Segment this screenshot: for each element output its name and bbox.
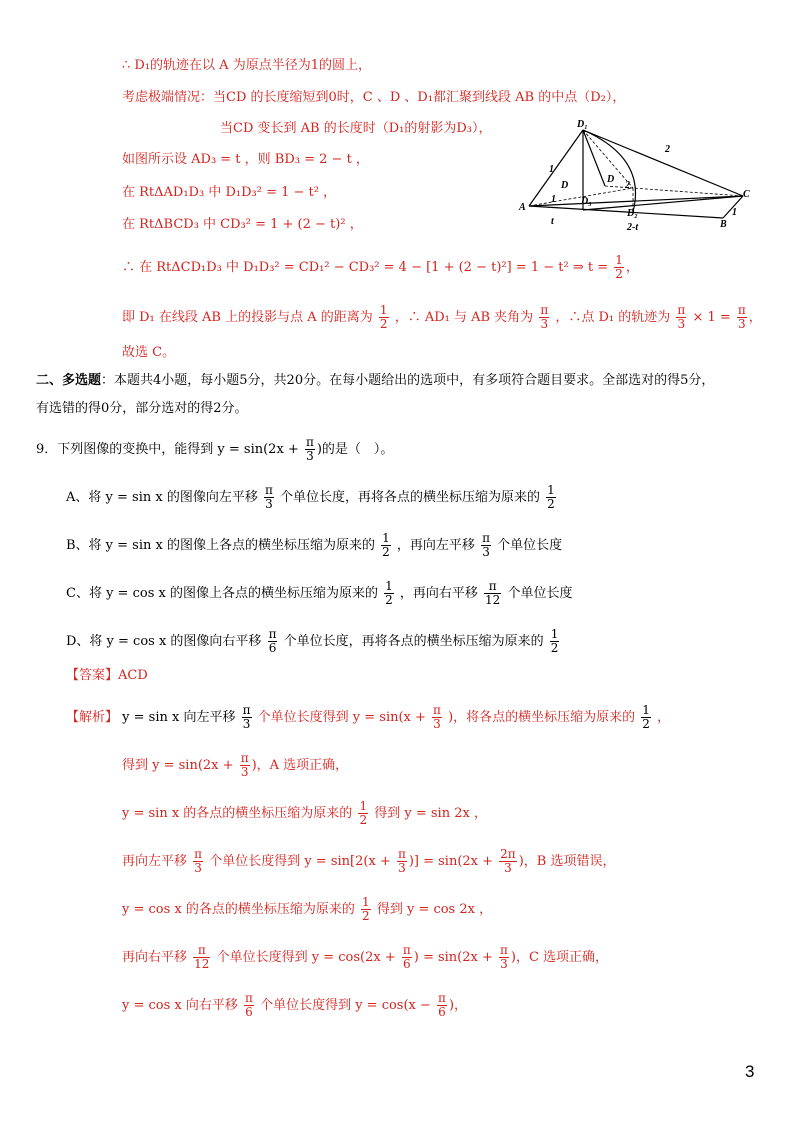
fraction: $\frac{\pi}{6}$	[402, 943, 411, 971]
label-two-mid: 2	[625, 180, 630, 191]
edge-d1d	[583, 130, 605, 186]
answer-value: ACD	[118, 668, 148, 683]
analysis-label: 【解析】	[66, 710, 119, 725]
fraction: $\frac{\pi}{6}$	[268, 627, 277, 655]
option-d: D、将 y = cos x 的图像向右平移 $\frac{\pi}{6}$ 个单位长度，再将各点的横坐标压缩为原来的 $\frac{1}{2}$	[66, 627, 559, 655]
solution-line-7-text: ∴ 在 RtΔCD₁D₃ 中 D₁D₃² = CD₁² − CD₃² = 4 − [1 + (2 − t)²] = 1 − t² ⇒ t =	[122, 260, 609, 275]
fraction: $\frac{1}{2}$	[642, 703, 650, 731]
fraction: $\frac{\pi}{3}$	[264, 483, 273, 511]
option-a: A、将 y = sin x 的图像向左平移 $\frac{\pi}{3}$ 个单位长度，再将各点的横坐标压缩为原来的 $\frac{1}{2}$	[66, 483, 555, 511]
solution-line-6: 在 RtΔBCD₃ 中 CD₃² = 1 + (2 − t)² ，	[122, 217, 363, 232]
analysis-line-6: 再向右平移 $\frac{\pi}{12}$ 个单位长度得到 y = cos(2x + $\frac{\pi}{6}$ ) = sin(2x + $\frac{\pi}{3}$ )，C 选项正确，	[122, 943, 609, 971]
solution-line-2: 考虑极端情况：当CD 的长度缩短到0时，C 、D 、D₁都汇聚到线段 AB 的中点（D₂），	[122, 90, 626, 105]
fraction: $\frac{\pi}{12}$	[485, 579, 501, 607]
fraction: $\frac{\pi}{3}$	[194, 847, 203, 875]
solution-line-3: 当CD 变长到 AB 的长度时（D₁的射影为D₃），	[220, 121, 492, 136]
label-t: t	[551, 216, 554, 227]
fraction: $\frac{\pi}{3}$	[397, 847, 406, 875]
solution-line-8: 即 D₁ 在线段 AB 上的投影与点 A 的距离为 $\frac{1}{2}$ ，∴ AD₁ 与 AB 夹角为 $\frac{\pi}{3}$ ，∴点 D₁ 的轨迹为 $\frac{\pi}{3}$ × 1 = $\frac{\pi}{3}$ ，	[122, 303, 762, 331]
label-one-right: 1	[732, 207, 737, 218]
edge-ab	[529, 206, 723, 218]
question-stem: 9．下列图像的变换中，能得到 y = sin(2x + $\frac{\pi}{3}$ )的是（ ）。	[36, 435, 394, 463]
label-b: B	[720, 219, 727, 230]
fraction: $\frac{\pi}{3}$	[242, 703, 251, 731]
analysis-line-4: 再向左平移 $\frac{\pi}{3}$ 个单位长度得到 y = sin[2(x + $\frac{\pi}{3}$ )] = sin(2x + $\frac{2\pi}{3}$ )，B 选项错误，	[122, 847, 616, 875]
fraction: $\frac{\pi}{3}$	[500, 943, 508, 971]
label-d-center: D	[607, 174, 615, 185]
fraction: $\frac{1}{2}$	[379, 303, 388, 331]
label-d2: D₂	[627, 208, 638, 219]
section-heading-line-2: 有选错的得0分，部分选对的得2分。	[36, 401, 248, 416]
section-heading: 二、多选题：本题共4小题，每小题5分，共20分。在每小题给出的选项中，有多项符合题目要求。全部选对的得5分，	[36, 373, 715, 388]
fraction: $\frac{1}{2}$	[362, 895, 370, 923]
label-one-bottom: 1	[551, 194, 556, 205]
label-d3: D₃	[581, 196, 592, 207]
edge-ad1	[529, 130, 583, 206]
page-number: 3	[745, 1062, 755, 1081]
solution-line-7: ∴ 在 RtΔCD₁D₃ 中 D₁D₃² = CD₁² − CD₃² = 4 − [1 + (2 − t)²] = 1 − t² ⇒ t = $\frac{1}{2}$ ，	[122, 253, 639, 281]
fraction: $\frac{\pi}{3}$	[305, 435, 314, 463]
analysis-line-3: y = sin x 的各点的横坐标压缩为原来的 $\frac{1}{2}$ 得到 y = sin 2x ，	[122, 799, 487, 827]
fraction: $\frac{1}{2}$	[550, 627, 559, 655]
fraction: $\frac{\pi}{6}$	[245, 991, 253, 1019]
fraction: $\frac{\pi}{12}$	[194, 943, 210, 971]
fraction: $\frac{\pi}{3}$	[433, 703, 441, 731]
label-d-left: D	[561, 180, 569, 191]
edge-ac	[529, 196, 743, 206]
fraction: $\frac{1}{2}$	[615, 253, 623, 281]
answer-label: 【答案】	[66, 668, 119, 683]
solution-line-1: ∴ D₁的轨迹在以 A 为原点半径为1的圆上，	[122, 58, 371, 73]
fraction: $\frac{\pi}{3}$	[482, 531, 490, 559]
fraction: $\frac{2\pi}{3}$	[500, 847, 516, 875]
label-two-minus-t: 2-t	[627, 222, 639, 233]
fraction: $\frac{1}{2}$	[382, 531, 390, 559]
option-c: C、将 y = cos x 的图像上各点的横坐标压缩为原来的 $\frac{1}{2}$ ，再向右平移 $\frac{\pi}{12}$ 个单位长度	[66, 579, 573, 607]
analysis-line-2: 得到 y = sin(2x + $\frac{\pi}{3}$ )，A 选项正确，	[122, 751, 349, 779]
fraction: $\frac{1}{2}$	[359, 799, 368, 827]
fraction: $\frac{\pi}{3}$	[240, 751, 249, 779]
edge-d3c	[583, 196, 743, 210]
solution-line-4: 如图所示设 AD₃ = t ，则 BD₃ = 2 − t ，	[122, 152, 369, 167]
answer	[66, 666, 148, 686]
fraction: $\frac{\pi}{3}$	[677, 303, 686, 331]
analysis-line-1: 【解析】 y = sin x 向左平移 $\frac{\pi}{3}$ 个单位长度得到 y = sin(x + $\frac{\pi}{3}$ )，将各点的横坐标压缩为原来的 $\frac{1}{2}$ ，	[66, 703, 671, 731]
fraction: $\frac{1}{2}$	[547, 483, 555, 511]
fraction: $\frac{\pi}{3}$	[737, 303, 746, 331]
label-a: A	[519, 202, 526, 213]
label-d1: D₁	[577, 119, 588, 130]
geometry-diagram	[515, 118, 755, 233]
label-one-left: 1	[549, 164, 554, 175]
fraction: $\frac{\pi}{3}$	[540, 303, 549, 331]
label-c: C	[743, 189, 750, 200]
label-two-top: 2	[665, 144, 670, 155]
section-title: 二、多选题	[36, 373, 102, 388]
fraction: $\frac{1}{2}$	[385, 579, 393, 607]
solution-line-5: 在 RtΔAD₁D₃ 中 D₁D₃² = 1 − t² ，	[122, 185, 337, 200]
analysis-line-5: y = cos x 的各点的横坐标压缩为原来的 $\frac{1}{2}$ 得到 y = cos 2x ，	[122, 895, 493, 923]
fraction: $\frac{\pi}{6}$	[438, 991, 446, 1019]
analysis-line-7: y = cos x 向右平移 $\frac{\pi}{6}$ 个单位长度得到 y = cos(x − $\frac{\pi}{6}$ )，	[122, 991, 468, 1019]
option-b: B、将 y = sin x 的图像上各点的横坐标压缩为原来的 $\frac{1}{2}$ ，再向左平移 $\frac{\pi}{3}$ 个单位长度	[66, 531, 563, 559]
solution-line-9: 故选 C。	[122, 345, 176, 360]
